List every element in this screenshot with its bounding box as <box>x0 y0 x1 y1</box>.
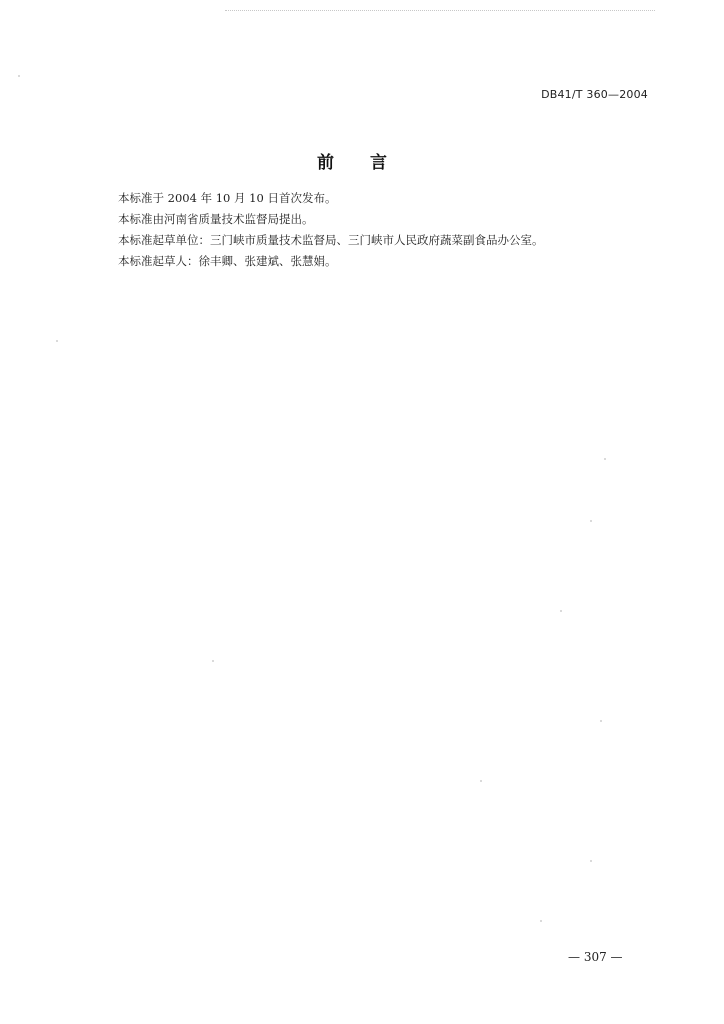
scan-speck <box>590 520 592 522</box>
scan-speck <box>604 458 606 460</box>
scan-speck <box>600 720 602 722</box>
scan-speck <box>590 860 592 862</box>
page-number: — 307 — <box>568 950 623 964</box>
standard-code: DB41/T 360—2004 <box>541 88 648 101</box>
scan-speck <box>480 780 482 782</box>
page-title: 前言 <box>317 153 423 173</box>
scan-speck <box>540 920 542 922</box>
scan-speck <box>18 75 20 77</box>
foreword-line-drafters: 本标准起草人：徐丰卿、张建斌、张慧娟。 <box>118 254 337 268</box>
scan-artifact-line <box>225 10 655 11</box>
foreword-line-drafting-units: 本标准起草单位：三门峡市质量技术监督局、三门峡市人民政府蔬菜副食品办公室。 <box>118 233 544 247</box>
scan-speck <box>560 610 562 612</box>
foreword-line-proposer: 本标准由河南省质量技术监督局提出。 <box>118 212 314 226</box>
foreword-line-release: 本标准于 2004 年 10 月 10 日首次发布。 <box>118 191 337 205</box>
scan-speck <box>56 340 58 342</box>
foreword-body <box>118 188 638 272</box>
scan-speck <box>212 660 214 662</box>
